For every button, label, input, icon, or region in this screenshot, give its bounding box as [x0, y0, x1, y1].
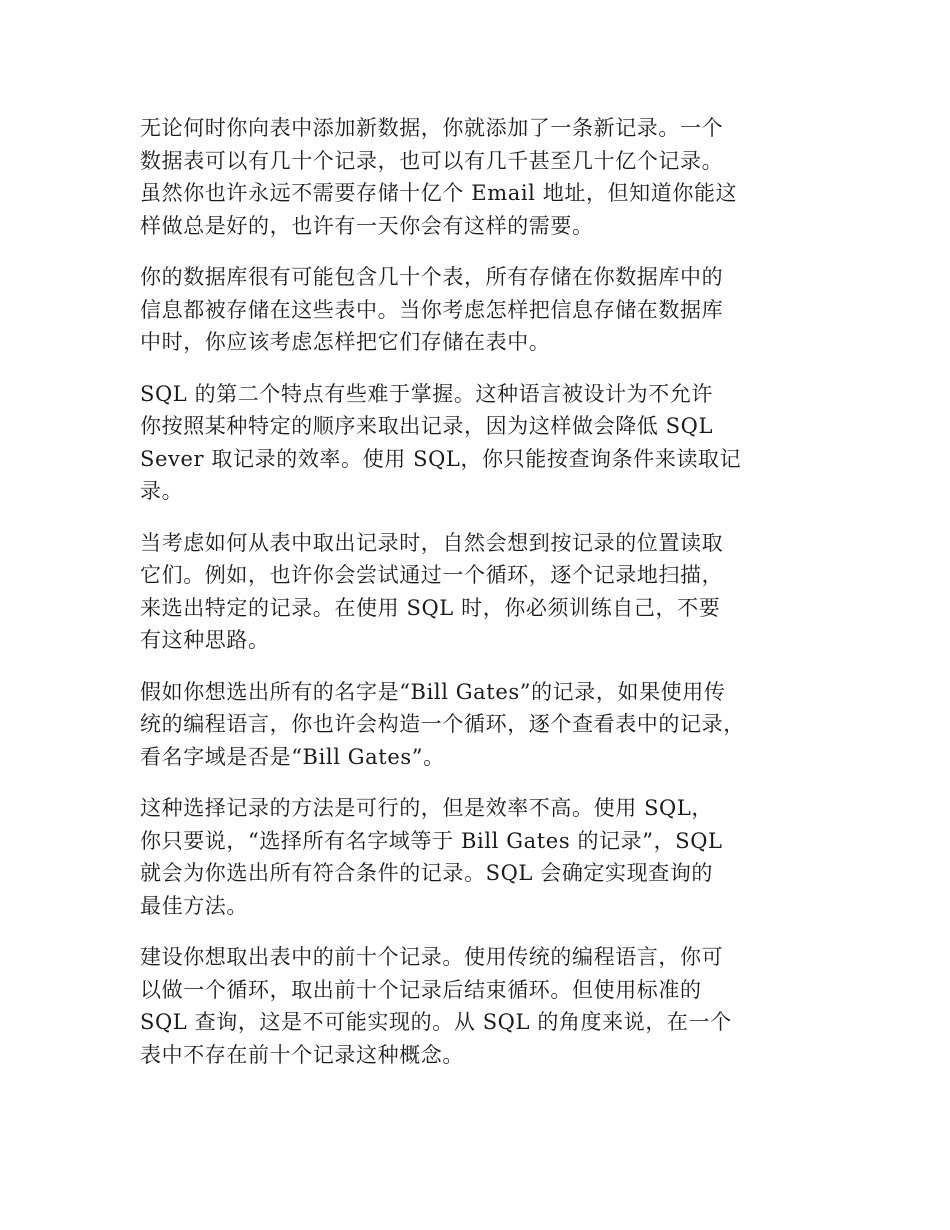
text-line: 录。 — [140, 479, 184, 503]
text-line: 无论何时你向表中添加新数据，你就添加了一条新记录。一个 — [140, 116, 724, 140]
text-line: 你按照某种特定的顺序来取出记录，因为这样做会降低 SQL — [140, 414, 714, 438]
text-line: 你的数据库很有可能包含几十个表，所有存储在你数据库中的 — [140, 265, 724, 289]
text-line: 建设你想取出表中的前十个记录。使用传统的编程语言，你可 — [140, 945, 724, 969]
text-line: 表中不存在前十个记录这种概念。 — [140, 1042, 464, 1067]
text-line: 假如你想选出所有的名字是“Bill Gates”的记录，如果使用传 — [140, 679, 726, 704]
text-line: 信息都被存储在这些表中。当你考虑怎样把信息存储在数据库 — [140, 297, 724, 322]
text-line: 数据表可以有几十个记录，也可以有几千甚至几十亿个记录。 — [140, 148, 724, 173]
text-line: Sever 取记录的效率。使用 SQL，你只能按查询条件来读取记 — [140, 446, 742, 471]
paragraph-5 — [140, 676, 830, 774]
text-line: 来选出特定的记录。在使用 SQL 时，你必须训练自己，不要 — [140, 595, 721, 620]
text-line: 最佳方法。 — [140, 893, 248, 918]
paragraph-2 — [140, 261, 830, 359]
text-line: 统的编程语言，你也许会构造一个循环，逐个查看表中的记录， — [140, 712, 745, 736]
text-line: 它们。例如，也许你会尝试通过一个循环，逐个记录地扫描， — [140, 563, 724, 587]
text-line: 当考虑如何从表中取出记录时，自然会想到按记录的位置读取 — [140, 530, 724, 555]
text-line: SQL 的第二个特点有些难于掌握。这种语言被设计为不允许 — [140, 381, 714, 406]
text-line: 就会为你选出所有符合条件的记录。SQL 会确定实现查询的 — [140, 861, 714, 885]
text-line: 样做总是好的，也许有一天你会有这样的需要。 — [140, 213, 594, 238]
paragraph-6 — [140, 792, 830, 922]
paragraph-7 — [140, 941, 830, 1071]
text-line: 虽然你也许永远不需要存储十亿个 Email 地址，但知道你能这 — [140, 181, 738, 205]
text-line: 你只要说，“选择所有名字域等于 Bill Gates 的记录”，SQL — [140, 828, 723, 853]
text-line: 这种选择记录的方法是可行的，但是效率不高。使用 SQL， — [140, 796, 714, 820]
text-line: SQL 查询，这是不可能实现的。从 SQL 的角度来说，在一个 — [140, 1010, 732, 1034]
text-line: 有这种思路。 — [140, 628, 270, 652]
document-page — [140, 112, 830, 1090]
text-line: 中时，你应该考虑怎样把它们存储在表中。 — [140, 330, 551, 354]
paragraph-3 — [140, 378, 830, 508]
text-line: 以做一个循环，取出前十个记录后结束循环。但使用标准的 — [140, 977, 702, 1002]
text-line: 看名字域是否是“Bill Gates”。 — [140, 744, 445, 769]
paragraph-4 — [140, 527, 830, 657]
paragraph-1 — [140, 112, 830, 242]
